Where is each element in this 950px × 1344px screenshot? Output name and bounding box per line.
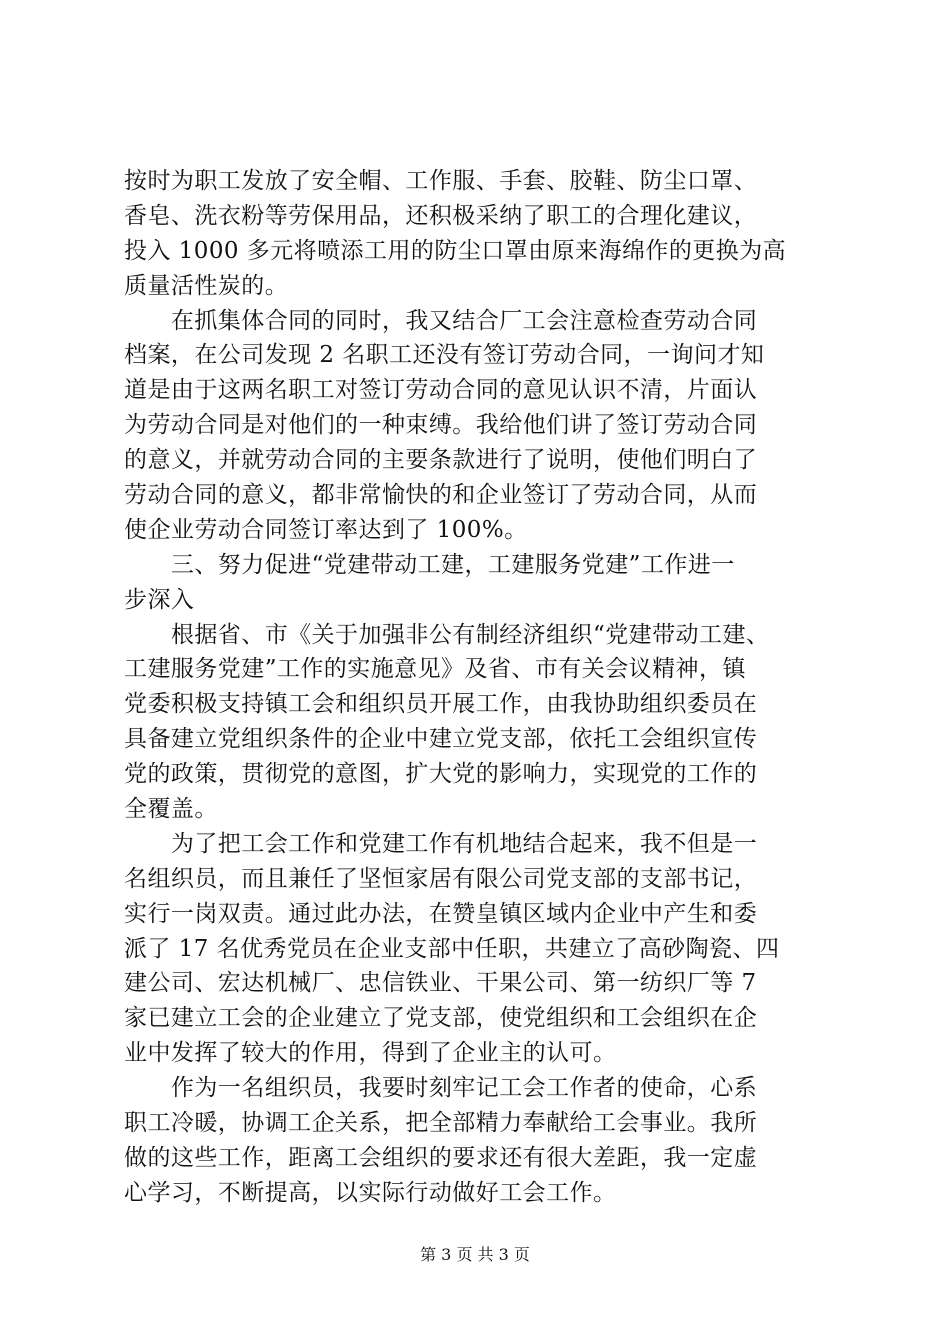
text-line: 家已建立工会的企业建立了党支部，使党组织和工会组织在企 [124, 1005, 758, 1032]
text-line: 名组织员，而且兼任了坚恒家居有限公司党支部的支部书记， [124, 865, 758, 892]
text-line: 业中发挥了较大的作用，得到了企业主的认可。 [124, 1040, 617, 1067]
text-line: 劳动合同的意义，都非常愉快的和企业签订了劳动合同，从而 [124, 482, 758, 509]
text-line: 步深入 [124, 586, 195, 613]
text-line: 心学习，不断提高，以实际行动做好工会工作。 [124, 1179, 617, 1206]
text-line: 质量活性炭的。 [124, 272, 289, 299]
text-line: 党委积极支持镇工会和组织员开展工作，由我协助组织委员在 [124, 691, 758, 718]
text-line: 使企业劳动合同签订率达到了 100%。 [124, 516, 528, 543]
text-line: 作为一名组织员，我要时刻牢记工会工作者的使命，心系 [124, 1075, 758, 1102]
text-line: 在抓集体合同的同时，我又结合厂工会注意检查劳动合同 [124, 307, 758, 334]
text-line: 香皂、洗衣粉等劳保用品，还积极采纳了职工的合理化建议， [124, 202, 758, 229]
text-line: 的意义，并就劳动合同的主要条款进行了说明，使他们明白了 [124, 447, 758, 474]
text-line: 档案，在公司发现 2 名职工还没有签订劳动合同，一询问才知 [124, 342, 765, 369]
text-line: 职工冷暖，协调工企关系，把全部精力奉献给工会事业。我所 [124, 1110, 758, 1137]
text-line: 做的这些工作，距离工会组织的要求还有很大差距，我一定虚 [124, 1144, 758, 1171]
text-line: 建公司、宏达机械厂、忠信铁业、干果公司、第一纺织厂等 7 [124, 970, 757, 997]
page-footer: 第 3 页 共 3 页 [420, 1245, 530, 1264]
text-line: 为了把工会工作和党建工作有机地结合起来，我不但是一 [124, 830, 758, 857]
text-line: 具备建立党组织条件的企业中建立党支部，依托工会组织宣传 [124, 726, 758, 753]
text-line: 道是由于这两名职工对签订劳动合同的意见认识不清，片面认 [124, 377, 758, 404]
text-line: 根据省、市《关于加强非公有制经济组织“党建带动工建、 [124, 621, 770, 648]
text-line: 三、努力促进“党建带动工建，工建服务党建”工作进一 [124, 551, 735, 578]
text-line: 党的政策，贯彻党的意图，扩大党的影响力，实现党的工作的 [124, 761, 758, 788]
text-line: 全覆盖。 [124, 796, 218, 823]
text-line: 工建服务党建”工作的实施意见》及省、市有关会议精神，镇 [124, 656, 746, 683]
text-line: 派了 17 名优秀党员在企业支部中任职，共建立了高砂陶瓷、四 [124, 935, 780, 962]
text-line: 为劳动合同是对他们的一种束缚。我给他们讲了签订劳动合同 [124, 412, 758, 439]
text-line: 实行一岗双责。通过此办法，在赞皇镇区域内企业中产生和委 [124, 900, 758, 927]
text-line: 按时为职工发放了安全帽、工作服、手套、胶鞋、防尘口罩、 [124, 168, 758, 194]
text-line: 投入 1000 多元将喷添工用的防尘口罩由原来海绵作的更换为高 [124, 237, 787, 264]
document-body [124, 164, 836, 1211]
